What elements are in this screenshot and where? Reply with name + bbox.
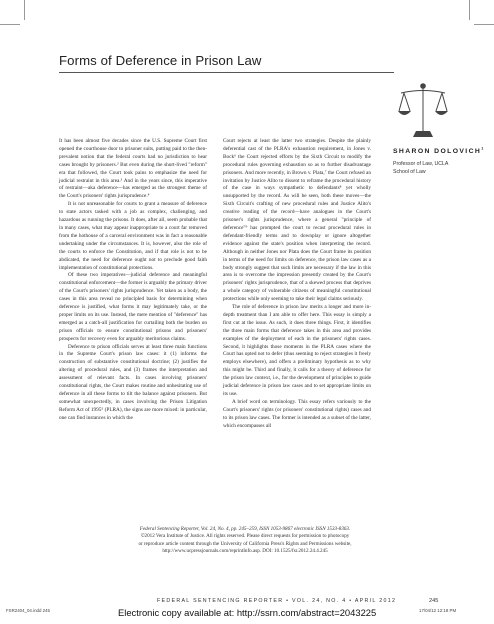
- citation-line: or reproduce article content through the University of California Press's Rights and Permissions website,: [138, 540, 352, 547]
- citation-line: http://www.ucpressjournals.com/reprintInfo.asp. DOI: 10.1525/fsr.2012.24.4.245: [162, 547, 328, 554]
- paragraph: Deference to prison officials serves at least three main functions in the Supreme Court's prison law cases: it (1) informs the construction of substantive constitutional doctrine; (2) justifies the altering of procedural rules, and (3) frames the interpretation and assessment of relevant facts. In cases involving prisoners' constitutional rights, the Court makes routine and unhesitating use of deference in all these forms to tilt the balance against prisoners. But somewhat unexpectedly, in cases involving the Prison Litigation Reform Act of 1995⁵ (PLRA), the signs are more mixed: in particular, one can find instances in which the: [59, 343, 207, 421]
- citation-line: ©2012 Vera Institute of Justice. All rights reserved. Please direct requests for permission to photocopy: [140, 533, 350, 540]
- author-block: [393, 147, 485, 177]
- author-name: SHARON DOLOVICH$^1$: [393, 146, 485, 155]
- author-affiliation: Professor of Law, UCLA School of Law: [393, 160, 449, 175]
- paragraph: It has been almost five decades since the U.S. Supreme Court first opened the courthouse door to prisoner suits, putting paid to the then-prevalent notion that the federal courts had no jurisdiction to hear cases brought by prisoners.² But even during the short-lived "reform" era that followed, the Court took pains to emphasize the need for judicial restraint in this area.³ And in the years since, this imperative of restraint—aka deference—has emerged as the strongest theme of the Court's prisoners' rights jurisprudence.⁴: [59, 138, 207, 200]
- scales-of-justice-icon: [397, 81, 449, 144]
- citation-line: Federal Sentencing Reporter, Vol. 24, No. 4, pp. 245–259, ISSN 1053-9867 electronic ISSN 1533-8363.: [139, 526, 351, 532]
- page-number: 245: [429, 598, 439, 604]
- ssrn-notice: Electronic copy available at: http://ssrn.com/abstract=2043225: [118, 607, 377, 618]
- title-rule: [59, 72, 394, 73]
- crop-mark: [469, 0, 470, 20]
- body-column-left: [59, 138, 207, 423]
- body-column-right: [223, 138, 371, 431]
- paragraph: Court rejects at least the latter two strategies. Despite the plainly deferential cast of the PLRA's exhaustion requirement, in Jones v. Bock⁶ the Court rejected efforts by the Sixth Circuit to modify the procedural rules governing exhaustion so as to further disadvantage prisoners. And more recently, in Brown v. Plata,⁷ the Court refused an invitation by Justice Alito to dissent to reframe the procedural history of the case in ways sympathetic to defendants⁸ yet wholly unsupported by the record. As will be seen, both these moves—the Sixth Circuit's crafting of new procedural rules and Justice Alito's creative reading of the record—have analogues in the Court's prisoner's rights jurisprudence, where a general "principle of deference"⁹ has prompted the court to recast procedural rules in defendant-friendly terms and to downplay or ignore altogether evidence against the state's position when interpreting the record. Although in neither Jones nor Plata does the Court frame its position in terms of the need for limits on deference, the prison law cases as a body strongly suggest that such limits are necessary if the law in this area is to overcome the impression presently created by the Court's prisoners' rights jurisprudence, that of a skewed process that deprives a whole category of vulnerable citizens of meaningful constitutional protections while only seeming to take their legal claims seriously.: [223, 138, 371, 303]
- publication-citation: [100, 526, 390, 555]
- paragraph: It is not unreasonable for courts to grant a measure of deference to state actors tasked with a job as complex, challenging, and hazardous as running the prisons. It does, after all, seem probable that in many cases, what may appear inappropriate to a court far removed from the hothouse of a carceral environment was in fact a reasonable undertaking under the circumstances. It is, however, also the role of the courts to enforce the Constitution, and if that role is not to be abdicated, the need for deference ought not to preclude good faith implementation of constitutional protections.: [59, 201, 207, 271]
- paragraph: Of these two imperatives—judicial deference and meaningful constitutional enforcement—the former is arguably the primary driver of the Court's prisoners' rights jurisprudence. Yet taken as a body, the cases in this area reveal no principled basis for determining when deference is justified, what forms it may legitimately take, or the proper limits on its use. Instead, the mere mention of "deference" has emerged as a catch-all justification for curtailing both the burden on prison officials to ensure constitutional prisons and prisoners' prospects for recovery even for arguably meritorious claims.: [59, 272, 207, 342]
- print-slug-filename: FSR2404_04.indd 245: [6, 608, 50, 613]
- crop-mark: [24, 0, 25, 20]
- crop-mark: [0, 24, 20, 25]
- running-footer: FEDERAL SENTENCING REPORTER • VOL. 24, NO. 4 • APRIL 2012: [157, 598, 397, 604]
- print-slug-timestamp: 17/04/12 12:18 PM: [419, 608, 457, 613]
- paragraph: The role of deference in prison law merits a longer and more in-depth treatment than I am able to offer here. This essay is simply a first cut at the issue. As such, it does three things. First, it identifies the three main forms that deference takes in this area and provides examples of the deployment of each in the prisoners' rights cases. Second, it highlights those moments in the PLRA cases where the Court has opted not to defer (thus seeming to reject strategies it freely employs elsewhere), and offers a preliminary hypothesis as to why this might be. Third and finally, it calls for a theory of deference for the prison law context, i.e., for the development of principles to guide judicial deference in prison law cases and to set appropriate limits on its use.: [223, 304, 371, 397]
- crop-mark: [474, 24, 494, 25]
- article-title: Forms of Deference in Prison Law: [59, 53, 262, 68]
- paragraph: A brief word on terminology. This essay refers variously to the Court's prisoners' rights (or prisoners' constitutional rights) cases and to its prison law cases. The former is intended as a subset of the latter, which encompasses all: [223, 398, 371, 429]
